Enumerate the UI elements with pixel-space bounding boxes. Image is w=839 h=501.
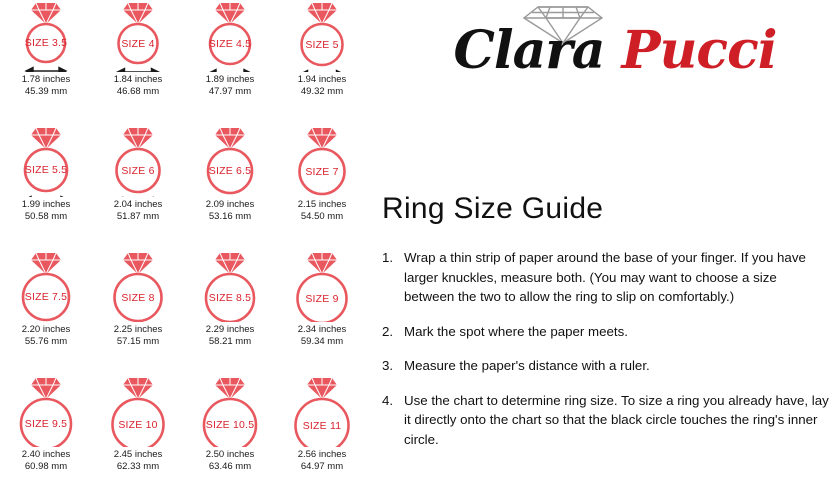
ring-measurements (114, 324, 163, 347)
guide-step-text: Use the chart to determine ring size. To size a ring you already have, lay it directly onto the chart so that the black circle touches the ring's inner circle. (404, 392, 829, 447)
ring-size-cell (0, 375, 92, 500)
ring-size-cell (184, 375, 276, 500)
ring-illustration (184, 375, 276, 447)
ring-illustration (0, 375, 92, 447)
ring-illustration (92, 375, 184, 447)
guide-step-text: Mark the spot where the paper meets. (404, 323, 628, 339)
ring-mm: 64.97 mm (300, 460, 344, 472)
ring-size-cell (0, 0, 92, 125)
chart-row (0, 250, 368, 375)
ring-mm: 58.21 mm (208, 335, 252, 347)
ring-illustration (276, 375, 368, 447)
guide-panel (372, 0, 839, 501)
ring-illustration (184, 0, 276, 72)
chart-row (0, 375, 368, 500)
ring-measurements (22, 74, 71, 97)
ring-size-label: SIZE 8.5 (208, 292, 252, 304)
ring-mm: 59.34 mm (300, 335, 344, 347)
brand-name-second: Pucci (621, 20, 777, 81)
ring-illustration (276, 250, 368, 322)
ring-illustration (184, 125, 276, 197)
guide-step-number: 2. (382, 323, 394, 339)
ring-size-cell (92, 375, 184, 500)
ring-inches: 2.56 inches (297, 449, 347, 460)
ring-measurements (298, 74, 347, 97)
ring-size-label: SIZE 6.5 (208, 165, 252, 177)
ring-inches: 2.15 inches (297, 199, 347, 210)
brand-logo (380, 2, 839, 97)
ring-inches: 2.40 inches (21, 449, 71, 460)
ring-size-label: SIZE 4 (121, 37, 155, 50)
ring-illustration (92, 250, 184, 322)
ring-measurements (298, 199, 347, 222)
ring-measurements (206, 324, 255, 347)
ring-inches: 2.50 inches (205, 449, 255, 460)
ring-mm: 45.39 mm (24, 85, 68, 97)
chart-row (0, 125, 368, 250)
ring-illustration (276, 0, 368, 72)
ring-size-label: SIZE 3.5 (24, 37, 68, 49)
ring-inches: 2.34 inches (297, 324, 347, 335)
ring-mm: 53.16 mm (208, 210, 252, 222)
ring-mm: 46.68 mm (116, 85, 160, 97)
ring-mm: 55.76 mm (24, 335, 68, 347)
ring-illustration (92, 125, 184, 197)
ring-measurements (298, 324, 347, 347)
ring-measurements (114, 74, 163, 97)
ring-illustration (92, 0, 184, 72)
ring-measurements (22, 324, 71, 347)
brand-wordmark (390, 20, 839, 81)
ring-measurements (22, 449, 71, 472)
ring-mm: 62.33 mm (116, 460, 160, 472)
guide-steps (382, 248, 830, 464)
ring-size-cell (92, 250, 184, 375)
ring-size-label: SIZE 10.5 (205, 419, 255, 431)
ring-inches: 1.78 inches (21, 74, 71, 85)
ring-inches: 1.99 inches (21, 199, 71, 210)
ring-size-cell (92, 0, 184, 125)
ring-size-label: SIZE 8 (121, 291, 155, 304)
ring-inches: 2.29 inches (205, 324, 255, 335)
ring-inches: 2.25 inches (113, 324, 163, 335)
guide-step-number: 1. (382, 250, 394, 265)
ring-size-label: SIZE 11 (302, 419, 342, 432)
ring-inches: 2.09 inches (205, 199, 255, 210)
ring-size-label: SIZE 5.5 (24, 164, 68, 176)
ring-illustration (184, 250, 276, 322)
ring-size-label: SIZE 7.5 (24, 291, 68, 303)
ring-mm: 54.50 mm (300, 210, 344, 222)
ring-illustration (276, 125, 368, 197)
ring-measurements (298, 449, 347, 472)
guide-step-text: Measure the paper's distance with a ruler. (404, 358, 650, 373)
ring-inches: 1.84 inches (113, 74, 163, 85)
ring-size-label: SIZE 9 (305, 292, 339, 305)
ring-size-cell (0, 250, 92, 375)
ring-size-label: SIZE 10 (118, 418, 158, 431)
ring-illustration (0, 0, 92, 72)
ring-size-cell (276, 250, 368, 375)
ring-measurements (22, 199, 71, 222)
ring-mm: 49.32 mm (300, 85, 344, 97)
ring-measurements (114, 449, 163, 472)
ring-illustration (0, 125, 92, 197)
guide-step-number: 4. (382, 392, 394, 408)
guide-step (382, 391, 830, 450)
ring-size-chart (0, 0, 368, 501)
ring-size-cell (92, 125, 184, 250)
ring-inches: 1.94 inches (297, 74, 347, 85)
ring-mm: 50.58 mm (24, 210, 68, 222)
ring-size-label: SIZE 4.5 (208, 38, 252, 50)
ring-size-cell (184, 0, 276, 125)
ring-inches: 2.04 inches (113, 199, 163, 210)
guide-step (382, 248, 830, 307)
ring-measurements (114, 199, 163, 222)
guide-step-number: 3. (382, 358, 394, 373)
ring-size-label: SIZE 7 (305, 165, 339, 178)
ring-mm: 47.97 mm (208, 85, 252, 97)
ring-size-label: SIZE 9.5 (24, 418, 68, 430)
ring-measurements (206, 199, 255, 222)
guide-step (382, 322, 830, 342)
ring-size-cell (184, 250, 276, 375)
ring-mm: 57.15 mm (116, 335, 160, 347)
chart-row (0, 0, 368, 125)
ring-inches: 2.45 inches (113, 449, 163, 460)
ring-size-cell (276, 125, 368, 250)
page-title: Ring Size Guide (382, 192, 604, 225)
ring-size-cell (0, 125, 92, 250)
ring-measurements (206, 449, 255, 472)
ring-mm: 63.46 mm (208, 460, 252, 472)
guide-step (382, 356, 830, 376)
ring-mm: 60.98 mm (24, 460, 68, 472)
ring-mm: 51.87 mm (116, 210, 160, 222)
ring-measurements (206, 74, 255, 97)
ring-size-label: SIZE 6 (121, 164, 155, 177)
ring-size-cell (276, 375, 368, 500)
ring-size-cell (276, 0, 368, 125)
brand-name-first: Clara (453, 20, 605, 81)
guide-step-text: Wrap a thin strip of paper around the base of your finger. If you have larger knuckles, measure both. (You may want to choose a size between the two to allow the ring to slip on comfortably.) (404, 250, 806, 304)
ring-inches: 1.89 inches (205, 74, 255, 85)
ring-size-label: SIZE 5 (305, 38, 339, 51)
ring-illustration (0, 250, 92, 322)
ring-size-cell (184, 125, 276, 250)
ring-inches: 2.20 inches (21, 324, 71, 335)
